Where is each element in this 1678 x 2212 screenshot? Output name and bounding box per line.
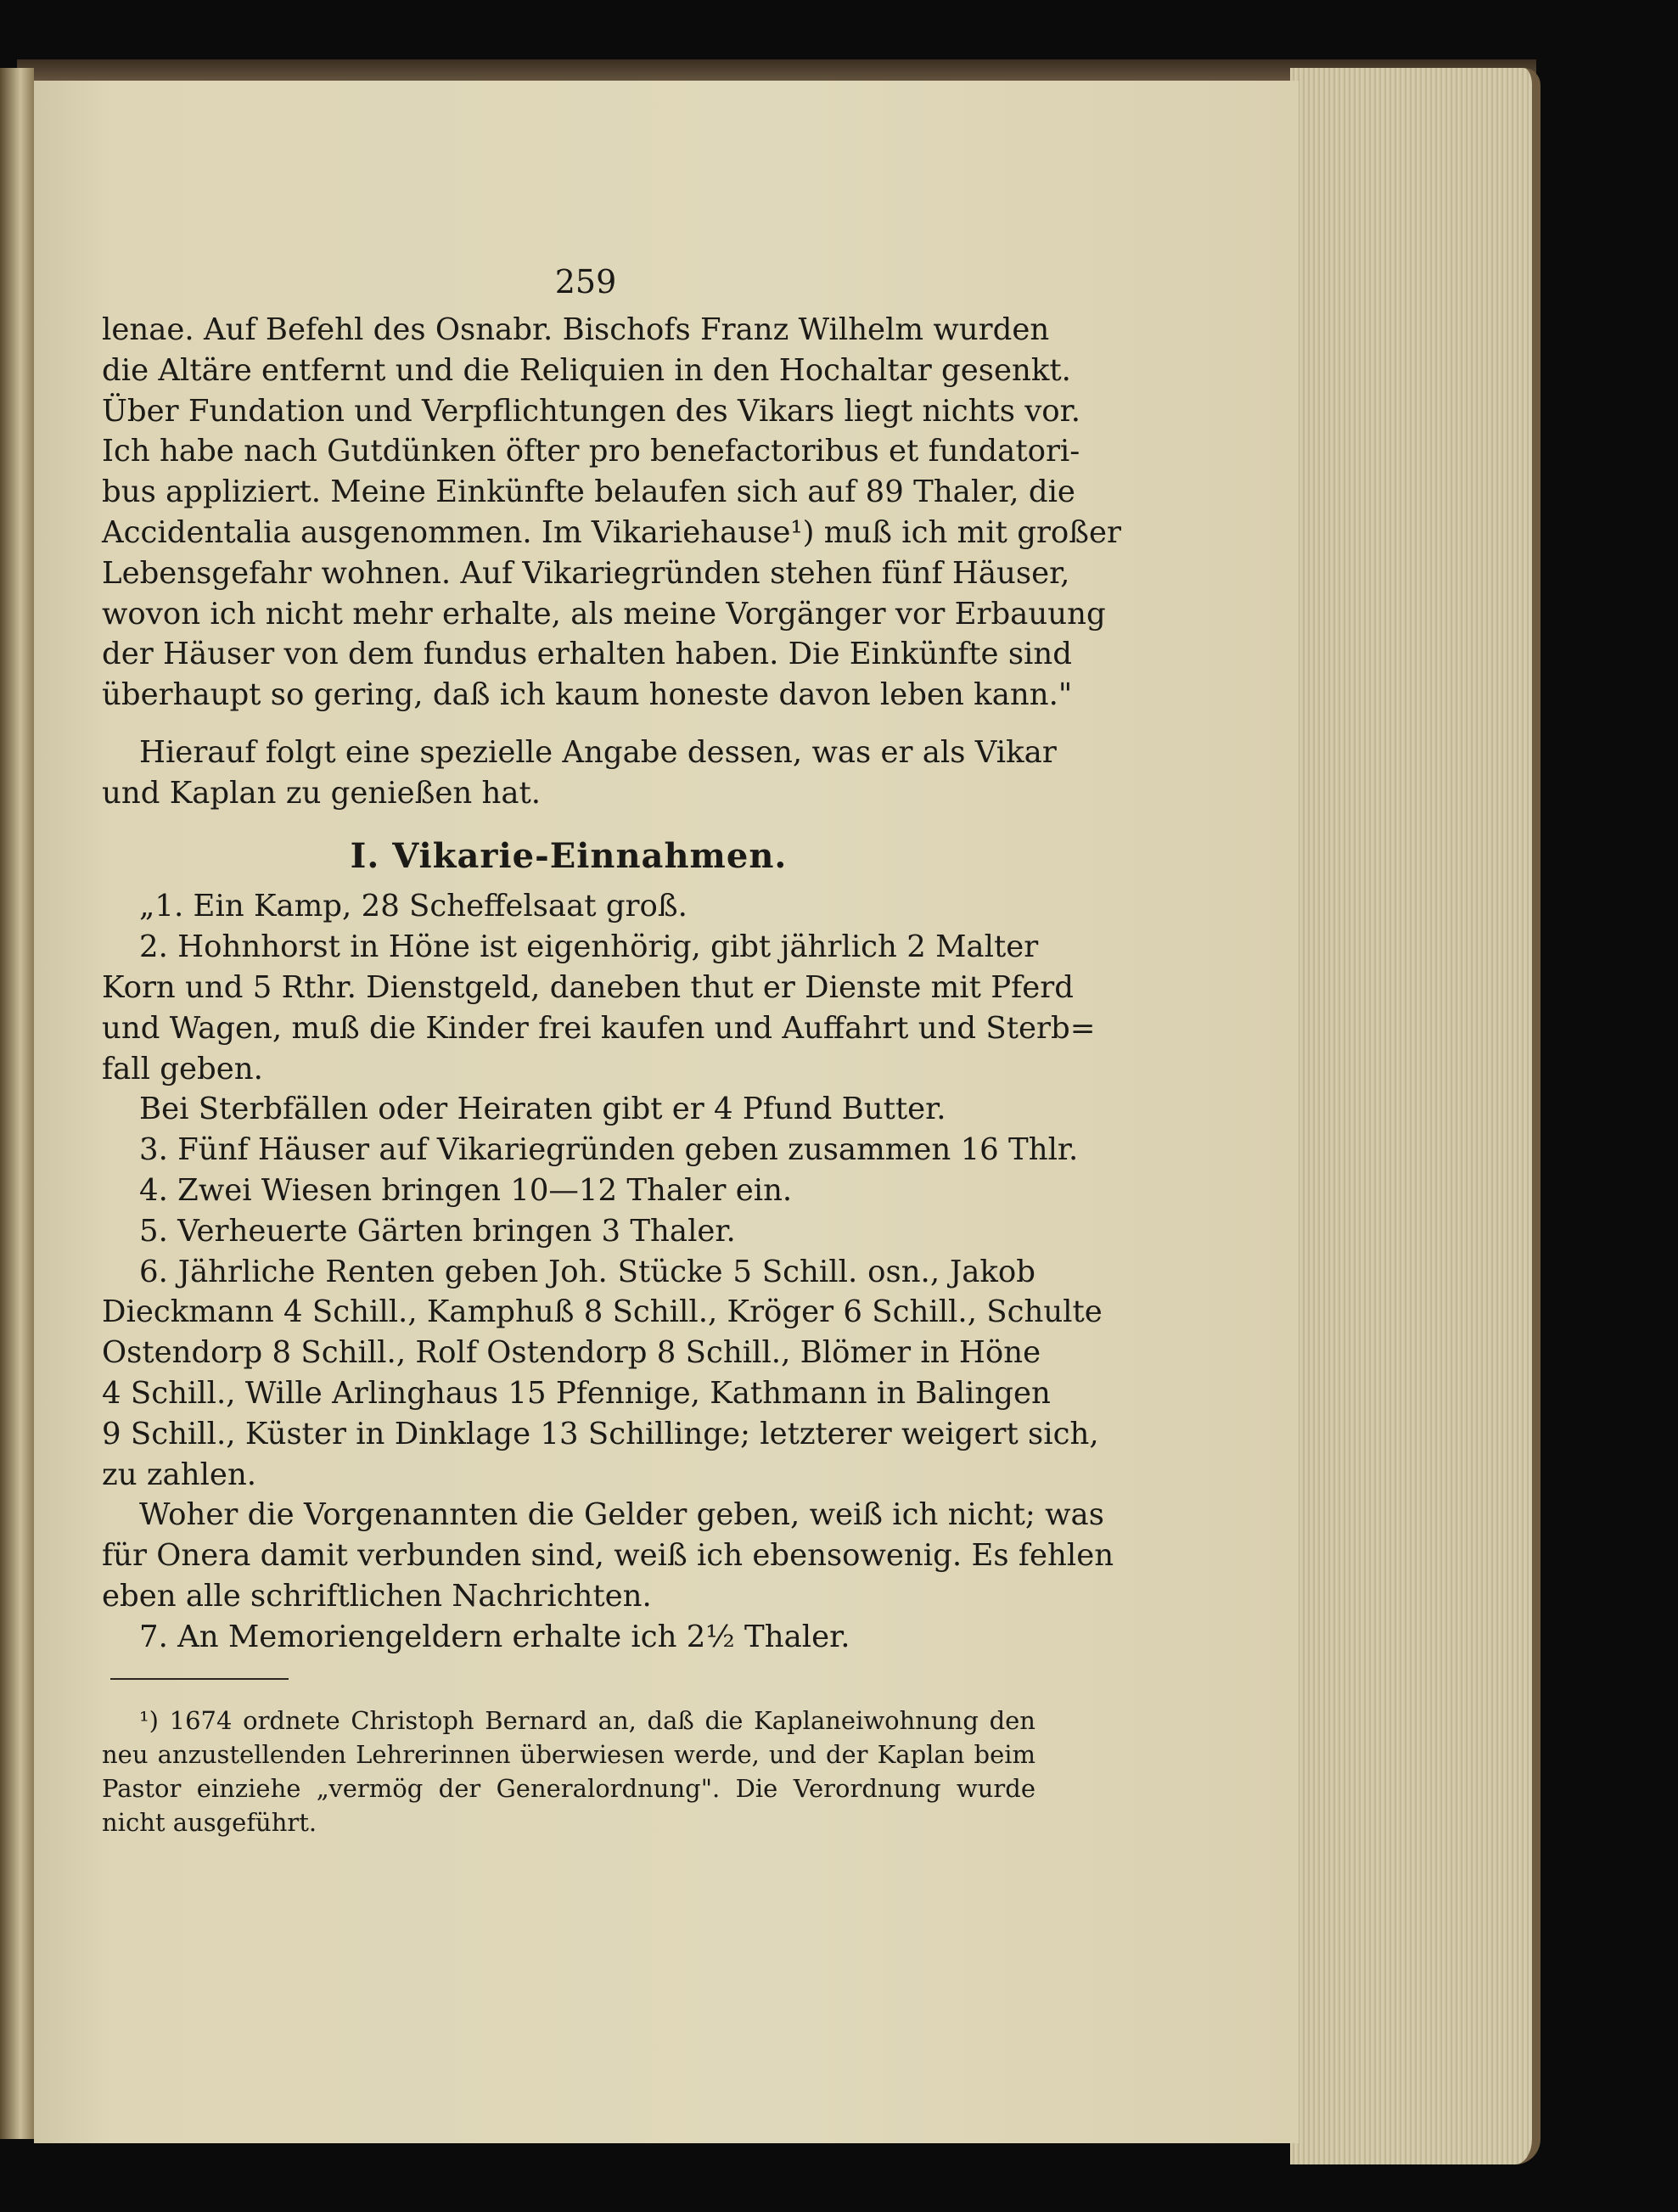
page-edge-stack [1290,68,1541,2164]
text-line: der Häuser von dem fundus erhalten haben. Die Einkünfte sind [102,637,1072,672]
list-item: 7. An Memoriengeldern erhalte ich 2½ Thaler. [139,1619,850,1654]
list-item: 2. Hohnhorst in Höne ist eigenhörig, gibt jährlich 2 Malter [139,929,1039,965]
list-item: für Onera damit verbunden sind, weiß ich ebensowenig. Es fehlen [102,1538,1114,1574]
list-item: 4 Schill., Wille Arlinghaus 15 Pfennige, Kathmann in Balingen [102,1375,1051,1411]
text-line: die Altäre entfernt und die Reliquien in den Hochaltar gesenkt. [102,352,1071,388]
text-line: und Kaplan zu genießen hat. [102,775,542,811]
footnote-line: Pastor einziehe „vermög der Generalordnung". Die Verordnung wurde [102,1773,1035,1803]
list-item: eben alle schriftlichen Nachrichten. [102,1578,652,1614]
text-line: Ich habe nach Gutdünken öfter pro benefactoribus et fundatori- [102,434,1080,469]
list-item: zu zahlen. [102,1457,257,1492]
list-item: Dieckmann 4 Schill., Kamphuß 8 Schill., Kröger 6 Schill., Schulte [102,1294,1103,1330]
footnote [102,1704,1035,1839]
paragraph-quote-end [102,310,1121,716]
list-item: 4. Zwei Wiesen bringen 10—12 Thaler ein. [139,1172,793,1208]
list-item: Korn und 5 Rthr. Dienstgeld, daneben thut er Dienste mit Pferd [102,969,1074,1005]
list-item: 6. Jährliche Renten geben Joh. Stücke 5 Schill. osn., Jakob [139,1254,1035,1289]
list-item: „1. Ein Kamp, 28 Scheffelsaat groß. [139,889,687,924]
book-page [34,81,1299,2143]
text-line: Über Fundation und Verpflichtungen des Vikars liegt nichts vor. [102,393,1081,429]
text-line: überhaupt so gering, daß ich kaum honeste davon leben kann." [102,677,1073,713]
list-item: Ostendorp 8 Schill., Rolf Ostendorp 8 Schill., Blömer in Höne [102,1335,1041,1371]
paragraph-intro [102,733,1057,814]
list-item: 9 Schill., Küster in Dinklage 13 Schillinge; letzterer weigert sich, [102,1416,1099,1451]
list-item: fall geben. [102,1051,263,1086]
list-item: Bei Sterbfällen oder Heiraten gibt er 4 Pfund Butter. [139,1092,946,1127]
body-text [102,310,1121,1839]
text-line: Lebensgefahr wohnen. Auf Vikariegründen stehen fünf Häuser, [102,555,1070,591]
text-line: bus appliziert. Meine Einkünfte belaufen sich auf 89 Thaler, die [102,474,1075,510]
text-line: Hierauf folgt eine spezielle Angabe dessen, was er als Vikar [139,734,1057,770]
left-page-edge [0,68,34,2139]
text-line: lenae. Auf Befehl des Osnabr. Bischofs Franz Wilhelm wurden [102,312,1050,347]
list-item: und Wagen, muß die Kinder frei kaufen und Auffahrt und Sterb= [102,1010,1096,1046]
footnote-rule [110,1678,289,1680]
section-heading: I. Vikarie-Einnahmen. [350,835,788,876]
list-item: Woher die Vorgenannten die Gelder geben, weiß ich nicht; was [139,1497,1104,1533]
item-list [102,886,1114,1657]
footnote-line: ¹) 1674 ordnete Christoph Bernard an, daß die Kaplaneiwohnung den [139,1705,1035,1735]
footnote-line: neu anzustellenden Lehrerinnen überwiesen werde, und der Kaplan beim [102,1739,1035,1769]
footnote-line: nicht ausgeführt. [102,1807,317,1837]
text-line: Accidentalia ausgenommen. Im Vikariehause¹) muß ich mit großer [102,514,1121,550]
page-number: 259 [554,263,617,300]
list-item: 5. Verheuerte Gärten bringen 3 Thaler. [139,1213,736,1249]
text-line: wovon ich nicht mehr erhalte, als meine Vorgänger vor Erbauung [102,596,1106,632]
list-item: 3. Fünf Häuser auf Vikariegründen geben zusammen 16 Thlr. [139,1132,1079,1168]
